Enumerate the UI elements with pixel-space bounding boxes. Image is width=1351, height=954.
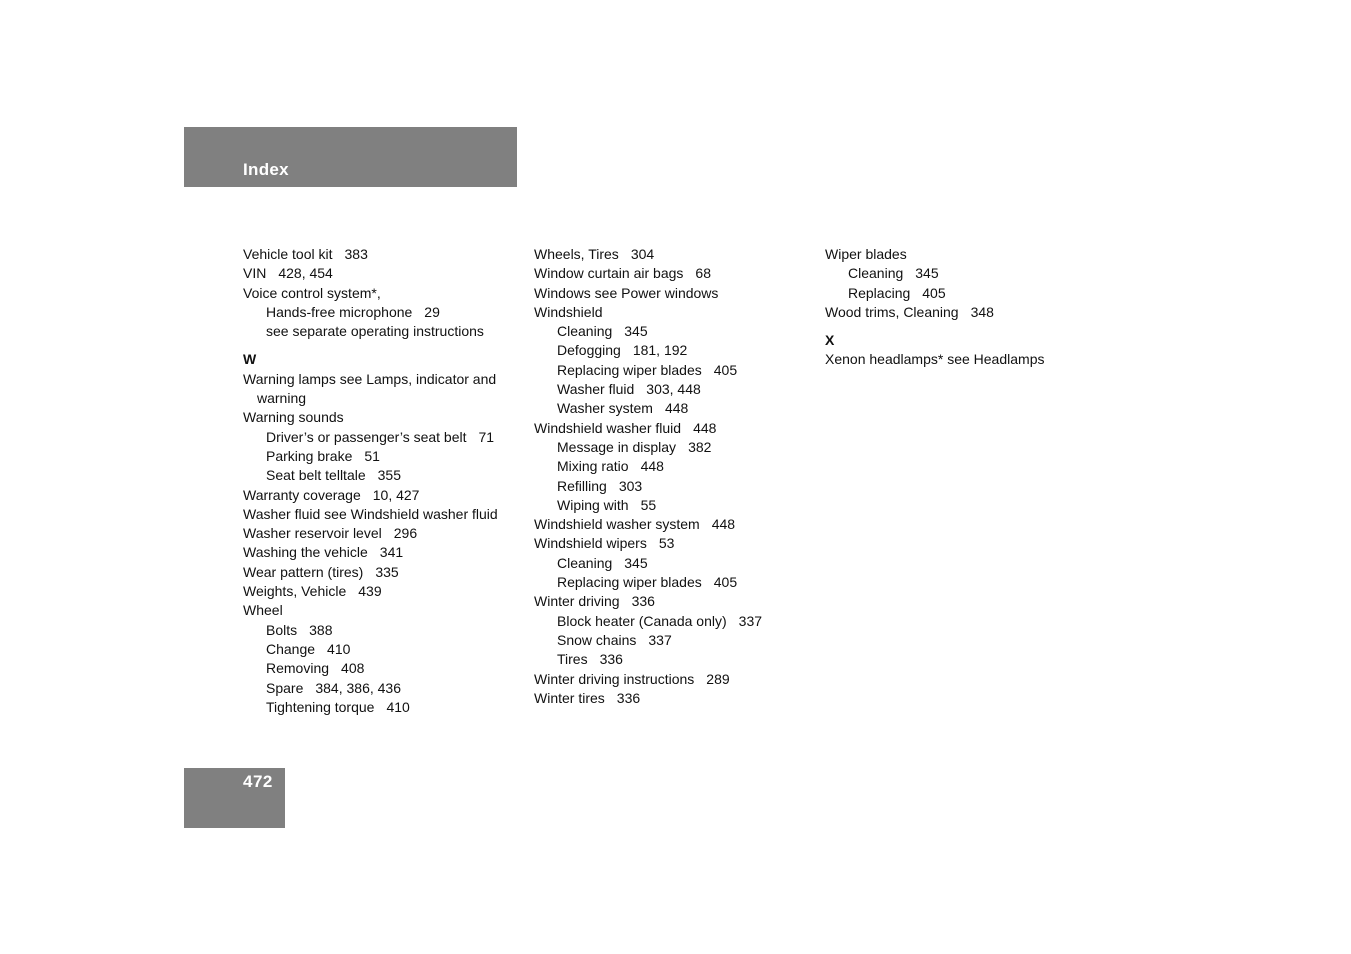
index-entry [243, 543, 523, 562]
index-entry [534, 592, 814, 611]
index-term: Removing [266, 660, 330, 677]
index-page-ref: 345 [915, 265, 939, 282]
index-term: see separate operating instructions [266, 323, 484, 340]
index-term: Mixing ratio [557, 458, 629, 475]
index-page-ref: 348 [970, 303, 994, 320]
index-page-ref: 388 [309, 621, 333, 638]
index-subentry [825, 264, 1105, 283]
index-entry [825, 303, 1105, 322]
index-term: Wheels, Tires [534, 246, 619, 262]
index-page-ref: 53 [658, 535, 675, 552]
index-term: Cleaning [557, 323, 613, 340]
index-page-ref: 405 [922, 284, 946, 301]
index-term: Winter driving [534, 593, 620, 610]
index-entry [534, 264, 814, 283]
index-entry [243, 370, 523, 409]
index-subentry [534, 438, 814, 457]
index-term: Spare [266, 679, 304, 696]
index-term: Wiper blades [825, 246, 907, 262]
index-page-ref: 29 [424, 303, 440, 320]
index-subentry [243, 428, 523, 447]
index-page-ref: 336 [631, 593, 655, 610]
index-subentry [243, 466, 523, 485]
index-entry [243, 264, 523, 283]
index-term: Change [266, 640, 316, 657]
index-page-ref: 384, 386, 436 [315, 679, 401, 696]
index-term: Cleaning [557, 554, 613, 571]
page-number: 472 [243, 772, 273, 791]
index-term: Washer system [557, 400, 653, 417]
index-subentry [534, 573, 814, 592]
index-letter-heading: W [243, 351, 257, 368]
index-term: Window curtain air bags [534, 265, 684, 282]
index-subentry [243, 698, 523, 717]
index-subentry [243, 679, 523, 698]
index-term: Warranty coverage [243, 486, 361, 503]
index-subentry [534, 361, 814, 380]
index-page-ref: 408 [341, 660, 365, 677]
index-page-ref: 303 [618, 477, 643, 494]
index-page-ref: 448 [693, 419, 717, 436]
index-subentry [243, 659, 523, 678]
index-entry [534, 284, 814, 303]
index-entry [534, 419, 814, 438]
index-page-ref: 428, 454 [278, 265, 333, 282]
index-page-ref: 439 [358, 583, 382, 600]
index-entry [243, 245, 523, 264]
index-page-ref: 355 [377, 467, 401, 484]
index-subentry [534, 631, 814, 650]
index-term: Wheel [243, 602, 283, 619]
index-term: Replacing [848, 284, 911, 301]
index-term: Vehicle tool kit [243, 246, 333, 262]
index-entry [243, 524, 523, 543]
index-term: Message in display [557, 438, 677, 455]
index-term: Cleaning [848, 265, 904, 282]
index-entry [243, 486, 523, 505]
index-column-1 [243, 245, 523, 717]
index-entry [534, 670, 814, 689]
index-page-ref: 382 [688, 438, 712, 455]
index-page-ref: 336 [599, 651, 623, 668]
index-page-ref: 448 [640, 458, 664, 475]
index-entry [243, 563, 523, 582]
index-term: Windows see Power windows [534, 284, 719, 301]
index-subentry [243, 447, 523, 466]
index-entry [825, 245, 1105, 264]
index-term: Windshield wipers [534, 535, 647, 552]
index-subentry [534, 380, 814, 399]
index-term: Warning sounds [243, 409, 344, 426]
index-page-ref: 181, 192 [632, 342, 688, 359]
index-page-ref: 304 [630, 246, 655, 262]
header-bar [184, 127, 517, 187]
index-term: Tires [557, 651, 588, 668]
index-term: Washer reservoir level [243, 525, 382, 542]
index-term: Bolts [266, 621, 298, 638]
index-page-ref: 303, 448 [646, 381, 701, 398]
index-term: Refilling [557, 477, 607, 494]
index-page-ref: 68 [695, 265, 711, 282]
index-subentry [534, 457, 814, 476]
page-title: Index [243, 160, 289, 179]
index-term: Voice control system*, [243, 284, 381, 301]
index-term: Parking brake [266, 447, 353, 464]
index-subentry [825, 284, 1105, 303]
index-term: Winter tires [534, 689, 605, 706]
index-page-ref: 337 [648, 631, 672, 648]
index-term: Washer fluid see Windshield washer fluid [243, 505, 498, 522]
index-letter-heading: X [825, 332, 835, 349]
index-term: Wood trims, Cleaning [825, 303, 959, 320]
index-entry [825, 350, 1105, 369]
index-entry [534, 534, 814, 553]
index-term: Windshield washer system [534, 516, 700, 533]
index-page-ref: 55 [640, 496, 657, 513]
index-subentry [534, 399, 814, 418]
index-term: Weights, Vehicle [243, 583, 347, 600]
index-term: Warning lamps see Lamps, indicator and warning [243, 370, 497, 407]
index-column-2 [534, 245, 814, 708]
index-page-ref: 10, 427 [372, 486, 420, 503]
index-entry [243, 582, 523, 601]
index-entry [534, 689, 814, 708]
index-page-ref: 71 [478, 428, 495, 445]
index-term: Washing the vehicle [243, 544, 368, 561]
index-column-3 [825, 245, 1105, 370]
index-page-ref: 335 [375, 563, 399, 580]
index-entry [243, 284, 523, 303]
index-term: Xenon headlamps* see Headlamps [825, 351, 1045, 368]
index-term: Hands-free microphone [266, 303, 413, 320]
index-entry [534, 245, 814, 264]
index-page-ref: 345 [624, 554, 648, 571]
index-page-ref: 337 [738, 612, 763, 629]
index-page-ref: 51 [364, 447, 380, 464]
index-page-ref: 341 [379, 544, 404, 561]
index-subentry [534, 341, 814, 360]
index-subentry [243, 322, 523, 341]
index-page-ref: 410 [327, 640, 351, 657]
index-term: Replacing wiper blades [557, 361, 702, 378]
index-entry [243, 505, 523, 524]
index-term: VIN [243, 265, 267, 282]
index-subentry [534, 650, 814, 669]
index-page-ref: 405 [713, 574, 738, 591]
index-subentry [534, 496, 814, 515]
index-subentry [243, 303, 523, 322]
index-subentry [534, 612, 814, 631]
index-term: Tightening torque [266, 698, 375, 715]
index-page-ref: 345 [624, 323, 648, 340]
index-entry [243, 408, 523, 427]
index-entry [243, 601, 523, 620]
index-term: Washer fluid [557, 381, 635, 398]
index-page-ref: 289 [706, 670, 730, 687]
index-page-ref: 405 [713, 361, 738, 378]
index-subentry [243, 640, 523, 659]
index-subentry [534, 554, 814, 573]
page-number-tab [184, 768, 285, 828]
index-term: Defogging [557, 342, 621, 359]
index-subentry [243, 621, 523, 640]
index-term: Winter driving instructions [534, 670, 695, 687]
index-term: Snow chains [557, 631, 637, 648]
index-term: Wear pattern (tires) [243, 563, 364, 580]
index-entry [534, 303, 814, 322]
index-page-ref: 383 [344, 246, 368, 262]
index-term: Replacing wiper blades [557, 574, 702, 591]
index-entry [534, 515, 814, 534]
index-term: Driver’s or passenger’s seat belt [266, 428, 467, 445]
index-term: Windshield [534, 303, 603, 320]
index-page-ref: 296 [393, 525, 418, 542]
index-term: Wiping with [557, 496, 629, 513]
index-page-ref: 448 [664, 400, 689, 417]
index-subentry [534, 322, 814, 341]
index-term: Seat belt telltale [266, 467, 366, 484]
index-term: Windshield washer fluid [534, 419, 682, 436]
index-page-ref: 336 [616, 689, 641, 706]
index-page-ref: 410 [386, 698, 410, 715]
index-subentry [534, 477, 814, 496]
index-term: Block heater (Canada only) [557, 612, 727, 629]
index-page-ref: 448 [711, 516, 736, 533]
